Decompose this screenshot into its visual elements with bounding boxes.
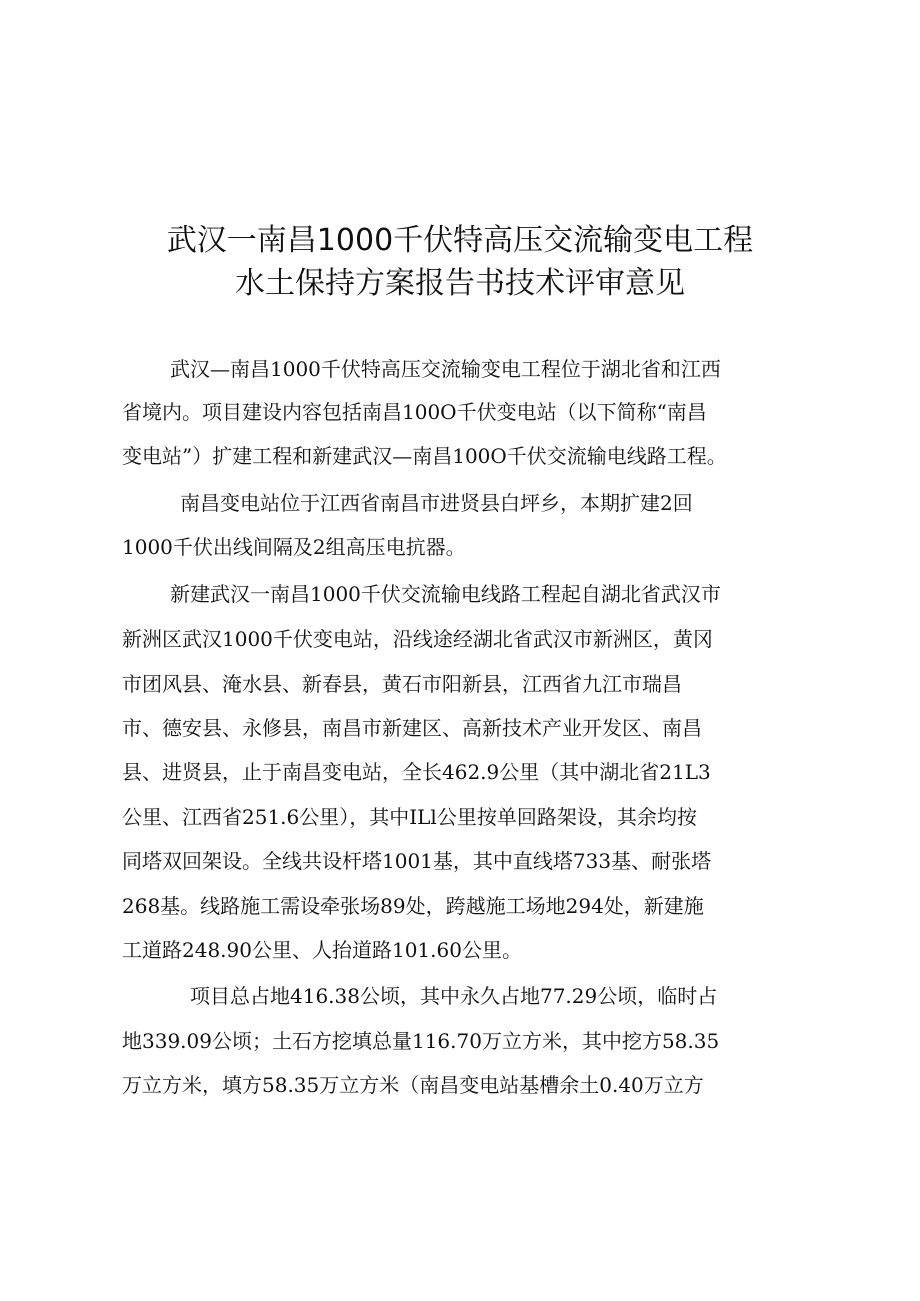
body-line: 新建武汉一南昌1000千伏交流输电线路工程起自湖北省武汉市 bbox=[170, 582, 721, 606]
body-line: 省境内。项目建设内容包括南昌100O千伏变电站（以下简称“南昌 bbox=[122, 400, 707, 424]
body-line: 公里、江西省251.6公里），其中ILl公里按单回路架设，其余均按 bbox=[122, 805, 697, 829]
body-line: 268基。线路施工需设牵张场89处，跨越施工场地294处，新建施 bbox=[122, 894, 704, 918]
body-line: 1000千伏出线间隔及2组高压电抗器。 bbox=[122, 535, 466, 559]
body-line: 项目总占地416.38公顷，其中永久占地77.29公顷，临时占 bbox=[190, 984, 718, 1008]
body-line: 南昌变电站位于江西省南昌市进贤县白坪乡，本期扩建2回 bbox=[180, 491, 693, 515]
body-line: 工道路248.90公里、人抬道路101.60公里。 bbox=[122, 938, 522, 962]
body-line: 地339.09公顷；土石方挖填总量116.70万立方米，其中挖方58.35 bbox=[122, 1029, 720, 1053]
document-title-line-1: 武汉一南昌1000千伏特高压交流输变电工程 bbox=[166, 223, 754, 258]
body-line: 变电站”）扩建工程和新建武汉—南昌100O千伏交流输电线路工程。 bbox=[122, 444, 727, 468]
body-line: 新洲区武汉1000千伏变电站，沿线途经湖北省武汉市新洲区，黄冈 bbox=[122, 627, 713, 651]
body-line: 县、进贤县，止于南昌变电站，全长462.9公里（其中湖北省21L3 bbox=[122, 760, 711, 784]
body-line: 武汉—南昌1000千伏特高压交流输变电工程位于湖北省和江西 bbox=[170, 357, 721, 381]
body-line: 同塔双回架设。全线共设杆塔1001基，其中直线塔733基、耐张塔 bbox=[122, 849, 712, 873]
document-title-line-2: 水土保持方案报告书技术评审意见 bbox=[235, 266, 685, 301]
body-line: 市、德安县、永修县，南昌市新建区、高新技术产业开发区、南昌 bbox=[122, 716, 702, 740]
body-line: 万立方米，填方58.35万立方米（南昌变电站基槽余土0.40万立方 bbox=[122, 1073, 704, 1097]
body-line: 市团风县、淹水县、新春县，黄石市阳新县，江西省九江市瑞昌 bbox=[122, 672, 682, 696]
